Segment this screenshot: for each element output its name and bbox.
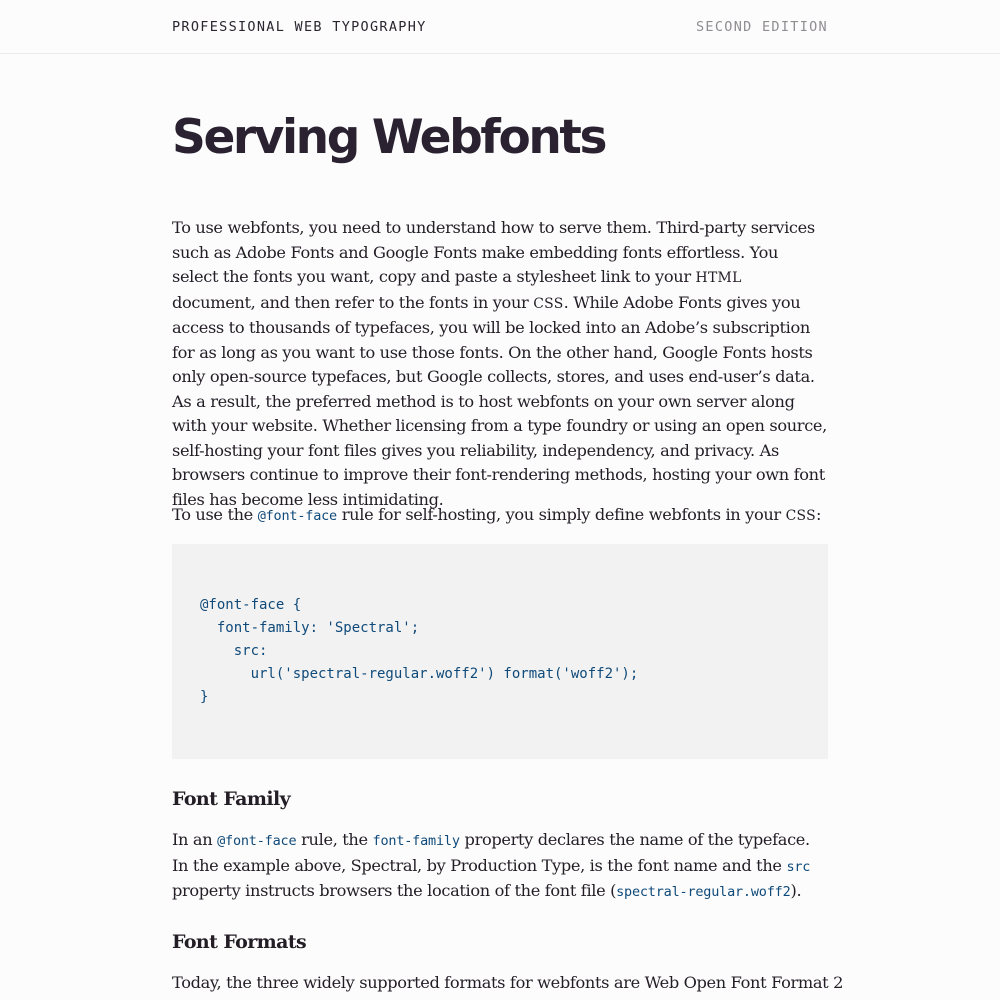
inline-code-filename: spectral-regular.woff2 <box>616 884 791 900</box>
inline-code-font-face: @font-face <box>257 508 337 524</box>
top-bar <box>0 0 1000 54</box>
inline-code-src: src <box>786 858 811 875</box>
css-abbr: CSS <box>533 295 564 312</box>
intro-text-b: document, and then refer to the fonts in your <box>172 292 534 312</box>
code-block <box>172 544 828 759</box>
s1-text-c: property declares the name of the typeface. In the example above, Spectral, by Production Type, is the font name and the <box>172 830 810 875</box>
p2-text-a: To use the <box>172 505 258 524</box>
book-title[interactable]: PROFESSIONAL WEB TYPOGRAPHY <box>172 19 427 35</box>
inline-code-font-face: @font-face <box>217 833 297 849</box>
s1-text-e: ). <box>790 881 802 900</box>
section-heading-font-family: Font Family <box>172 788 291 810</box>
font-formats-paragraph: Today, the three widely supported formats for webfonts are Web Open Font Format 2 <box>172 973 844 992</box>
p2-text-b: rule for self-hosting, you simply define webfonts in your <box>336 505 786 524</box>
intro-paragraph <box>172 216 828 512</box>
font-face-paragraph <box>172 503 828 529</box>
section-heading-font-formats: Font Formats <box>172 931 307 953</box>
s1-text-b: rule, the <box>296 830 373 849</box>
html-abbr: HTML <box>695 270 742 286</box>
intro-text-a: To use webfonts, you need to understand how to serve them. Third-party services such as Adobe Fonts and Google Fonts make embedding fonts effortless. You select the fonts you want, copy and paste a stylesheet link to your <box>172 218 815 286</box>
s1-text-d: property instructs browsers the location of the font file ( <box>172 881 617 900</box>
p2-text-c: : <box>816 505 822 524</box>
intro-text-c: . While Adobe Fonts gives you access to thousands of typefaces, you will be locked into an Adobe’s subscription for as long as you want to use those fonts. On the other hand, Google Fonts hosts only open-source typefaces, but Google collects, stores, and uses end-user’s data. As a result, the preferred method is to host webfonts on your own server along with your website. Whether licensing from a type foundry or using an open source, self-hosting your font files gives you reliability, independency, and privacy. As browsers continue to improve their font-rendering methods, hosting your own font files has become less intimidating. <box>172 292 827 509</box>
inline-code-font-family: font-family <box>372 833 460 849</box>
code-block-text[interactable]: @font-face { font-family: 'Spectral'; src: url('spectral-regular.woff2') format('woff2'); } <box>200 597 639 705</box>
s1-text-a: In an <box>172 830 218 849</box>
css-abbr: CSS <box>785 508 816 524</box>
font-family-paragraph <box>172 828 828 905</box>
page-title: Serving Webfonts <box>172 110 606 165</box>
edition-label: SECOND EDITION <box>696 19 828 35</box>
